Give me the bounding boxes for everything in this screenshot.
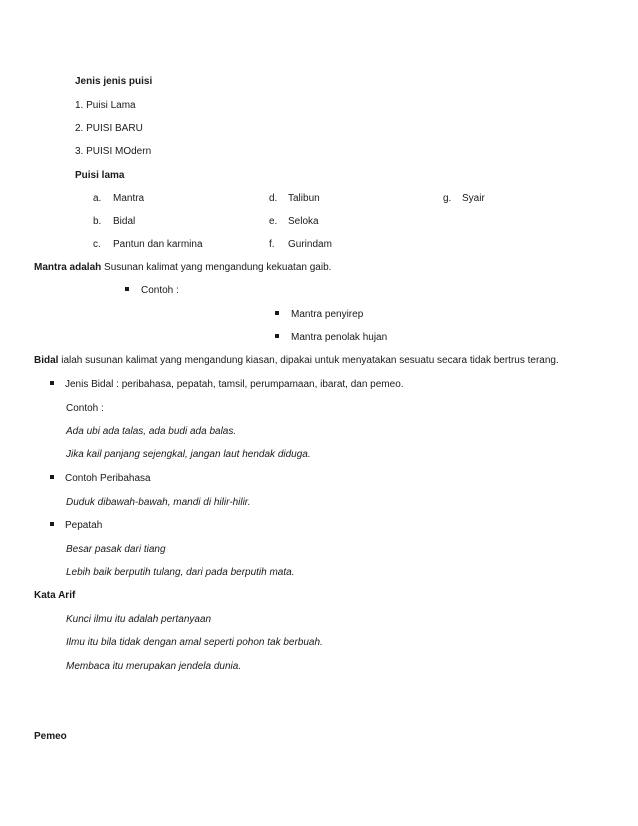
mantra-example-label: Mantra penyirep bbox=[291, 309, 364, 320]
square-bullet-icon bbox=[50, 522, 54, 526]
list-item-label: Talibun bbox=[288, 193, 320, 204]
peribahasa-bullet bbox=[50, 473, 151, 485]
kata-arif-line: Membaca itu merupakan jendela dunia. bbox=[66, 661, 242, 672]
pepatah-line: Besar pasak dari tiang bbox=[66, 544, 166, 555]
type-item: 2. PUISI BARU bbox=[75, 123, 143, 134]
mantra-example bbox=[275, 332, 387, 344]
peribahasa-line: Duduk dibawah-bawah, mandi di hilir-hilir. bbox=[66, 497, 251, 508]
list-item-label: Syair bbox=[462, 193, 485, 204]
list-letter: e. bbox=[269, 216, 278, 227]
mantra-example bbox=[275, 309, 363, 321]
heading-jenis-puisi: Jenis jenis puisi bbox=[75, 76, 153, 87]
peribahasa-label: Contoh Peribahasa bbox=[65, 473, 151, 484]
bidal-definition bbox=[34, 355, 559, 367]
square-bullet-icon bbox=[125, 287, 129, 291]
list-item-label: Gurindam bbox=[288, 239, 332, 250]
square-bullet-icon bbox=[50, 475, 54, 479]
pepatah-line: Lebih baik berputih tulang, dari pada berputih mata. bbox=[66, 567, 295, 578]
kata-arif-line: Kunci ilmu itu adalah pertanyaan bbox=[66, 614, 212, 625]
bidal-definition-text: ialah susunan kalimat yang mengandung kiasan, dipakai untuk menyatakan sesuatu secara tidak bertrus terang. bbox=[61, 355, 559, 366]
heading-puisi-lama: Puisi lama bbox=[75, 170, 125, 181]
square-bullet-icon bbox=[275, 334, 279, 338]
list-letter: b. bbox=[93, 216, 102, 227]
kata-arif-line: Ilmu itu bila tidak dengan amal seperti pohon tak berbuah. bbox=[66, 637, 323, 648]
list-letter: g. bbox=[443, 193, 452, 204]
list-item-label: Mantra bbox=[113, 193, 145, 204]
list-item-label: Bidal bbox=[113, 216, 136, 227]
list-letter: f. bbox=[269, 239, 275, 250]
mantra-term: Mantra adalah bbox=[34, 262, 102, 273]
mantra-definition-text: Susunan kalimat yang mengandung kekuatan gaib. bbox=[104, 262, 332, 273]
bidal-jenis bbox=[50, 379, 404, 391]
bidal-term: Bidal bbox=[34, 355, 59, 366]
bidal-jenis-text: Jenis Bidal : peribahasa, pepatah, tamsil, perumpamaan, ibarat, dan pemeo. bbox=[65, 379, 404, 390]
list-letter: a. bbox=[93, 193, 102, 204]
mantra-example-label: Mantra penolak hujan bbox=[291, 332, 388, 343]
list-letter: c. bbox=[93, 239, 101, 250]
list-item-label: Pantun dan karmina bbox=[113, 239, 203, 250]
square-bullet-icon bbox=[50, 381, 54, 385]
type-item: 1. Puisi Lama bbox=[75, 100, 136, 111]
heading-pemeo: Pemeo bbox=[34, 731, 67, 742]
type-item: 3. PUISI MOdern bbox=[75, 146, 152, 157]
pepatah-label: Pepatah bbox=[65, 520, 103, 531]
square-bullet-icon bbox=[275, 311, 279, 315]
list-item-label: Seloka bbox=[288, 216, 319, 227]
contoh-bullet bbox=[125, 285, 179, 297]
list-letter: d. bbox=[269, 193, 278, 204]
pepatah-bullet bbox=[50, 520, 102, 532]
contoh-label: Contoh : bbox=[141, 285, 179, 296]
bidal-contoh-line: Ada ubi ada talas, ada budi ada balas. bbox=[66, 426, 237, 437]
bidal-contoh-label: Contoh : bbox=[66, 403, 104, 414]
bidal-contoh-line: Jika kail panjang sejengkal, jangan laut hendak diduga. bbox=[66, 449, 311, 460]
mantra-definition bbox=[34, 262, 331, 274]
heading-kata-arif: Kata Arif bbox=[34, 590, 76, 601]
